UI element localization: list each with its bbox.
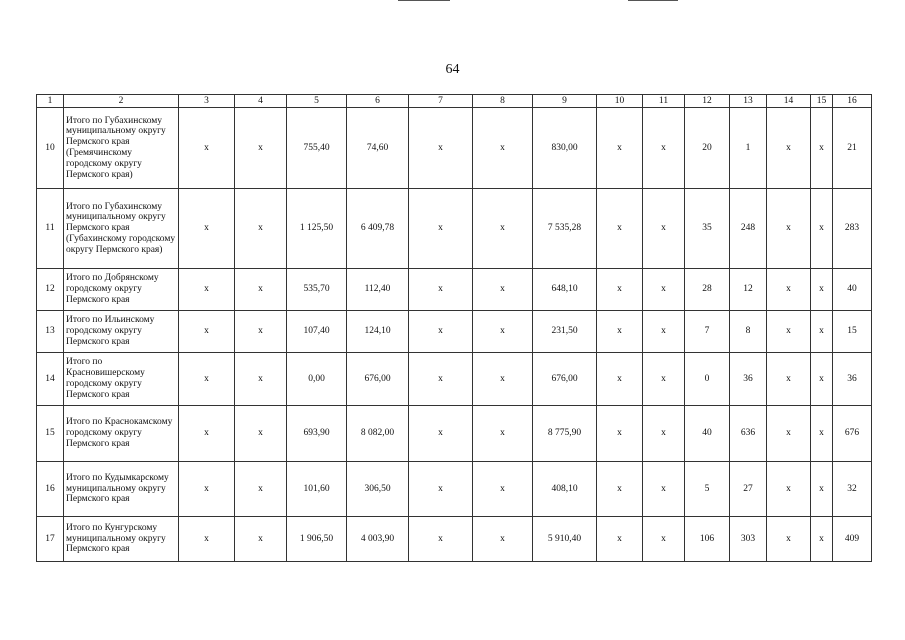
table-cell: x	[409, 462, 473, 517]
table-cell: 28	[685, 269, 730, 311]
table-cell: 0,00	[287, 353, 347, 406]
column-header: 8	[473, 95, 533, 108]
row-number: 15	[37, 406, 64, 462]
table-cell: x	[473, 517, 533, 562]
table-cell: 40	[833, 269, 872, 311]
row-name: Итого по Ильинскому городскому округу Пермского края	[64, 311, 179, 353]
table-cell: x	[473, 462, 533, 517]
top-rule-left	[398, 0, 450, 1]
column-header: 5	[287, 95, 347, 108]
table-cell: x	[811, 462, 833, 517]
table-cell: 8 775,90	[533, 406, 597, 462]
table-cell: x	[811, 189, 833, 269]
table-cell: x	[235, 406, 287, 462]
row-number: 11	[37, 189, 64, 269]
table-cell: 648,10	[533, 269, 597, 311]
table-cell: x	[767, 406, 811, 462]
table-cell: x	[235, 311, 287, 353]
table-cell: 0	[685, 353, 730, 406]
table-cell: x	[179, 517, 235, 562]
table-cell: x	[643, 108, 685, 189]
row-number: 13	[37, 311, 64, 353]
table-cell: 40	[685, 406, 730, 462]
table-row	[37, 269, 872, 311]
table-cell: x	[811, 353, 833, 406]
table-cell: x	[235, 108, 287, 189]
table-cell: 35	[685, 189, 730, 269]
table-cell: x	[179, 108, 235, 189]
table-cell: 636	[730, 406, 767, 462]
column-header: 2	[64, 95, 179, 108]
table-cell: 8 082,00	[347, 406, 409, 462]
column-header: 13	[730, 95, 767, 108]
table-cell: x	[767, 462, 811, 517]
column-header: 16	[833, 95, 872, 108]
table-cell: 101,60	[287, 462, 347, 517]
column-header: 7	[409, 95, 473, 108]
table-cell: x	[767, 311, 811, 353]
table-cell: x	[179, 189, 235, 269]
table-cell: x	[179, 462, 235, 517]
table-cell: 106	[685, 517, 730, 562]
table-row	[37, 517, 872, 562]
table-body	[37, 108, 872, 562]
table-cell: 12	[730, 269, 767, 311]
table-cell: x	[767, 353, 811, 406]
table-cell: x	[179, 311, 235, 353]
row-name: Итого по Губахинскому муниципальному округу Пермского края (Губахинскому городскому округу Пермского края)	[64, 189, 179, 269]
row-name: Итого по Кунгурскому муниципальному округу Пермского края	[64, 517, 179, 562]
table-cell: 1 125,50	[287, 189, 347, 269]
column-header: 12	[685, 95, 730, 108]
table-cell: x	[597, 462, 643, 517]
table-cell: x	[409, 353, 473, 406]
column-header: 1	[37, 95, 64, 108]
table-cell: 27	[730, 462, 767, 517]
table-cell: x	[235, 189, 287, 269]
column-header: 15	[811, 95, 833, 108]
table-row	[37, 311, 872, 353]
table-cell: 1	[730, 108, 767, 189]
table-cell: x	[811, 517, 833, 562]
table-cell: 7	[685, 311, 730, 353]
table-cell: x	[811, 108, 833, 189]
table-cell: x	[643, 406, 685, 462]
table-cell: x	[473, 353, 533, 406]
table-cell: 676	[833, 406, 872, 462]
table-row	[37, 462, 872, 517]
table-cell: x	[767, 269, 811, 311]
column-header: 9	[533, 95, 597, 108]
table-cell: 20	[685, 108, 730, 189]
column-header: 6	[347, 95, 409, 108]
row-number: 12	[37, 269, 64, 311]
table-cell: 5	[685, 462, 730, 517]
table-cell: x	[409, 406, 473, 462]
row-number: 10	[37, 108, 64, 189]
table-cell: x	[643, 517, 685, 562]
table-cell: x	[767, 108, 811, 189]
table-cell: x	[473, 406, 533, 462]
table-cell: x	[409, 108, 473, 189]
table-cell: x	[597, 517, 643, 562]
table-cell: 283	[833, 189, 872, 269]
table-cell: x	[179, 353, 235, 406]
table-cell: 231,50	[533, 311, 597, 353]
table-cell: 8	[730, 311, 767, 353]
table-cell: 36	[730, 353, 767, 406]
table-cell: 36	[833, 353, 872, 406]
table-cell: x	[473, 269, 533, 311]
table-cell: 306,50	[347, 462, 409, 517]
table-cell: 409	[833, 517, 872, 562]
table-cell: 535,70	[287, 269, 347, 311]
column-header: 14	[767, 95, 811, 108]
table-cell: x	[235, 353, 287, 406]
table-cell: x	[643, 269, 685, 311]
table-cell: 32	[833, 462, 872, 517]
table-cell: x	[409, 517, 473, 562]
row-number: 16	[37, 462, 64, 517]
row-name: Итого по Губахинскому муниципальному округу Пермского края (Гремячинскому городскому округу Пермского края)	[64, 108, 179, 189]
table-cell: x	[811, 269, 833, 311]
table-cell: x	[643, 462, 685, 517]
table-cell: x	[235, 462, 287, 517]
row-name: Итого по Краснокамскому городскому округу Пермского края	[64, 406, 179, 462]
table-cell: x	[473, 311, 533, 353]
table-cell: 112,40	[347, 269, 409, 311]
column-header: 3	[179, 95, 235, 108]
table-cell: 15	[833, 311, 872, 353]
table-cell: x	[179, 406, 235, 462]
table-cell: 676,00	[347, 353, 409, 406]
top-rule-right	[628, 0, 678, 1]
table-cell: 830,00	[533, 108, 597, 189]
table-cell: 303	[730, 517, 767, 562]
table-cell: 5 910,40	[533, 517, 597, 562]
table-cell: x	[811, 311, 833, 353]
table-cell: x	[811, 406, 833, 462]
table-cell: x	[473, 189, 533, 269]
table-cell: x	[235, 269, 287, 311]
table-cell: x	[597, 406, 643, 462]
column-header: 11	[643, 95, 685, 108]
table-cell: 693,90	[287, 406, 347, 462]
table-cell: 6 409,78	[347, 189, 409, 269]
table-cell: 107,40	[287, 311, 347, 353]
data-table	[36, 94, 872, 562]
table-cell: x	[597, 311, 643, 353]
table-cell: 74,60	[347, 108, 409, 189]
table-cell: x	[597, 269, 643, 311]
table-cell: 1 906,50	[287, 517, 347, 562]
table-cell: 4 003,90	[347, 517, 409, 562]
table-cell: x	[767, 517, 811, 562]
page-number: 64	[445, 62, 460, 77]
table-cell: 408,10	[533, 462, 597, 517]
table-cell: x	[597, 189, 643, 269]
table-cell: x	[767, 189, 811, 269]
table-cell: x	[409, 269, 473, 311]
column-header: 10	[597, 95, 643, 108]
table-cell: 248	[730, 189, 767, 269]
table-cell: 21	[833, 108, 872, 189]
table-row	[37, 108, 872, 189]
row-number: 17	[37, 517, 64, 562]
table-row	[37, 353, 872, 406]
table-cell: x	[409, 311, 473, 353]
row-number: 14	[37, 353, 64, 406]
table-cell: x	[597, 353, 643, 406]
column-header: 4	[235, 95, 287, 108]
table-cell: 755,40	[287, 108, 347, 189]
table-cell: 676,00	[533, 353, 597, 406]
table-cell: x	[473, 108, 533, 189]
table-cell: x	[597, 108, 643, 189]
table-cell: x	[643, 353, 685, 406]
row-name: Итого по Кудымкарскому муниципальному округу Пермского края	[64, 462, 179, 517]
table-row	[37, 406, 872, 462]
table-cell: 7 535,28	[533, 189, 597, 269]
table-cell: x	[409, 189, 473, 269]
row-name: Итого по Добрянскому городскому округу Пермского края	[64, 269, 179, 311]
table-cell: x	[235, 517, 287, 562]
table-cell: x	[643, 189, 685, 269]
table-header-row	[37, 95, 872, 108]
row-name: Итого по Красновишерскому городскому округу Пермского края	[64, 353, 179, 406]
table-cell: x	[179, 269, 235, 311]
table-row	[37, 189, 872, 269]
table-cell: x	[643, 311, 685, 353]
table-cell: 124,10	[347, 311, 409, 353]
